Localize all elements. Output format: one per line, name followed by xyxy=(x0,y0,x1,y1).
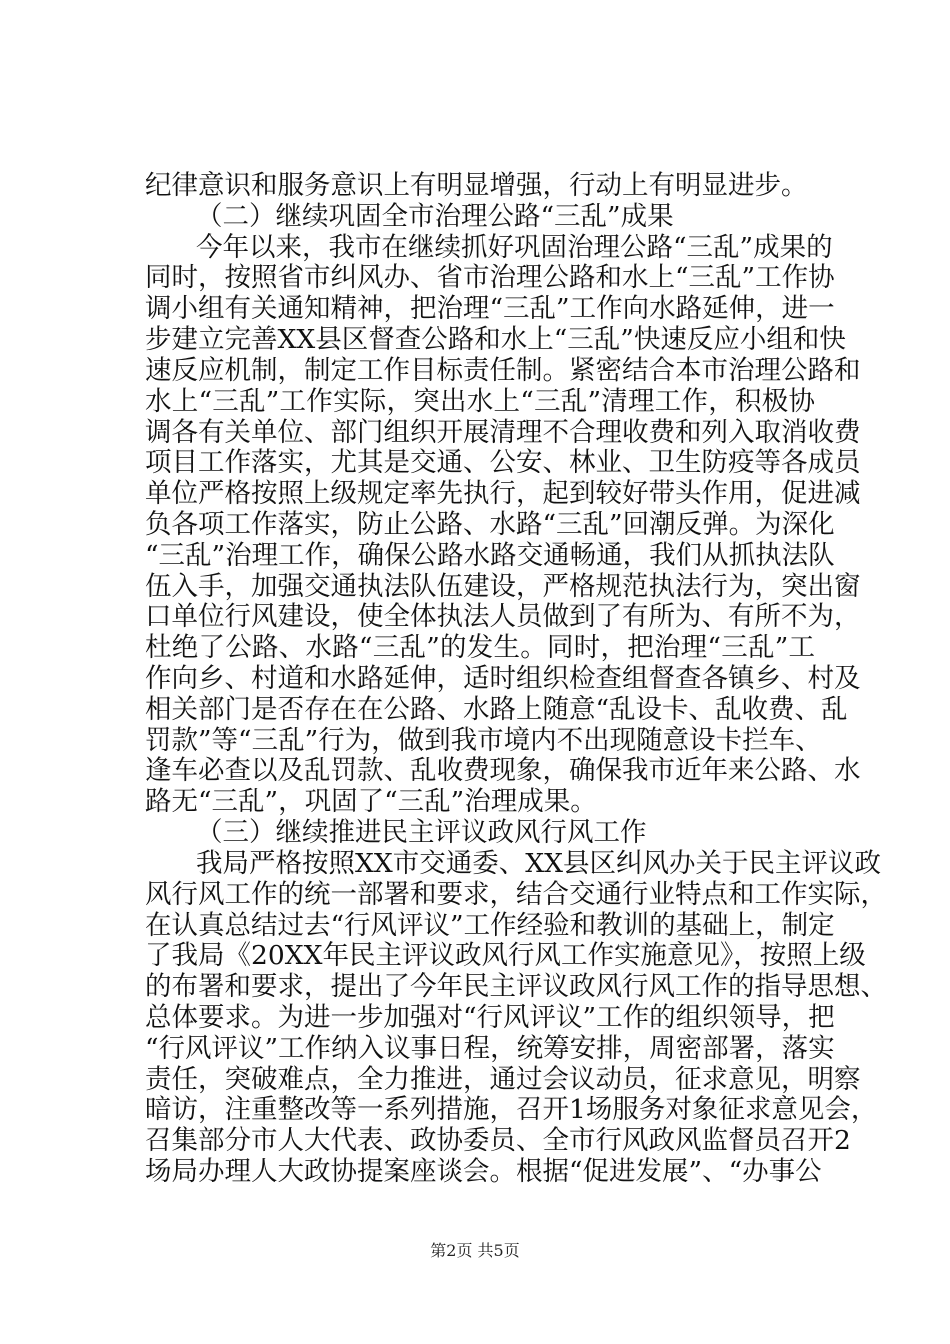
section-heading: （二）继续巩固全市治理公路“三乱”成果 xyxy=(196,201,674,232)
paragraph-line: 总体要求。为进一步加强对“行风评议”工作的组织领导，把 xyxy=(145,1002,835,1033)
paragraph-line: 了我局《20XX年民主评议政风行风工作实施意见》，按照上级 xyxy=(145,940,866,971)
paragraph-line: 项目工作落实，尤其是交通、公安、林业、卫生防疫等各成员 xyxy=(145,447,861,478)
paragraph-line: 我局严格按照XX市交通委、XX县区纠风办关于民主评议政 xyxy=(196,848,881,879)
paragraph-line: 速反应机制，制定工作目标责任制。紧密结合本市治理公路和 xyxy=(145,355,861,386)
paragraph-line: 召集部分市人大代表、政协委员、全市行风政风监督员召开2 xyxy=(145,1125,851,1156)
paragraph-line: 作向乡、村道和水路延伸，适时组织检查组督查各镇乡、村及 xyxy=(145,663,861,694)
paragraph-line: 口单位行风建设，使全体执法人员做到了有所为、有所不为， xyxy=(145,601,861,632)
paragraph-line: 在认真总结过去“行风评议”工作经验和教训的基础上，制定 xyxy=(145,910,835,941)
section-heading: （三）继续推进民主评议政风行风工作 xyxy=(196,817,647,848)
paragraph-line: 调各有关单位、部门组织开展清理不合理收费和列入取消收费 xyxy=(145,417,861,448)
paragraph-line: 相关部门是否存在在公路、水路上随意“乱设卡、乱收费、乱 xyxy=(145,694,848,725)
paragraph-line: 伍入手，加强交通执法队伍建设，严格规范执法行为，突出窗 xyxy=(145,571,861,602)
paragraph-line: 罚款”等“三乱”行为，做到我市境内不出现随意设卡拦车、 xyxy=(145,725,822,756)
paragraph-line: 单位严格按照上级规定率先执行，起到较好带头作用，促进减 xyxy=(145,478,861,509)
paragraph-line: 的布署和要求，提出了今年民主评议政风行风工作的指导思想、 xyxy=(145,971,887,1002)
paragraph-line: 场局办理人大政协提案座谈会。根据“促进发展”、“办事公 xyxy=(145,1156,822,1187)
paragraph-line: 水上“三乱”工作实际，突出水上“三乱”清理工作，积极协 xyxy=(145,386,815,417)
paragraph-line: 负各项工作落实，防止公路、水路“三乱”回潮反弹。为深化 xyxy=(145,509,835,540)
paragraph-line: 杜绝了公路、水路“三乱”的发生。同时，把治理“三乱”工 xyxy=(145,632,815,663)
paragraph-line: 纪律意识和服务意识上有明显增强，行动上有明显进步。 xyxy=(145,170,808,201)
paragraph-line: 调小组有关通知精神，把治理“三乱”工作向水路延伸，进一 xyxy=(145,293,835,324)
paragraph-line: 今年以来，我市在继续抓好巩固治理公路“三乱”成果的 xyxy=(196,232,833,263)
paragraph-line: “行风评议”工作纳入议事日程，统筹安排，周密部署，落实 xyxy=(145,1033,835,1064)
paragraph-line: 路无“三乱”，巩固了“三乱”治理成果。 xyxy=(145,786,597,817)
paragraph-line: 暗访，注重整改等一系列措施，召开1场服务对象征求意见会， xyxy=(145,1094,878,1125)
paragraph-line: 逢车必查以及乱罚款、乱收费现象，确保我市近年来公路、水 xyxy=(145,755,861,786)
paragraph-line: 步建立完善XX县区督查公路和水上“三乱”快速反应小组和快 xyxy=(145,324,846,355)
paragraph-line: 同时，按照省市纠风办、省市治理公路和水上“三乱”工作协 xyxy=(145,262,835,293)
page-number-footer: 第2页 共5页 xyxy=(430,1241,520,1260)
paragraph-line: “三乱”治理工作，确保公路水路交通畅通，我们从抓执法队 xyxy=(145,540,835,571)
paragraph-line: 责任，突破难点，全力推进，通过会议动员，征求意见，明察 xyxy=(145,1064,861,1095)
paragraph-line: 风行风工作的统一部署和要求，结合交通行业特点和工作实际， xyxy=(145,879,887,910)
